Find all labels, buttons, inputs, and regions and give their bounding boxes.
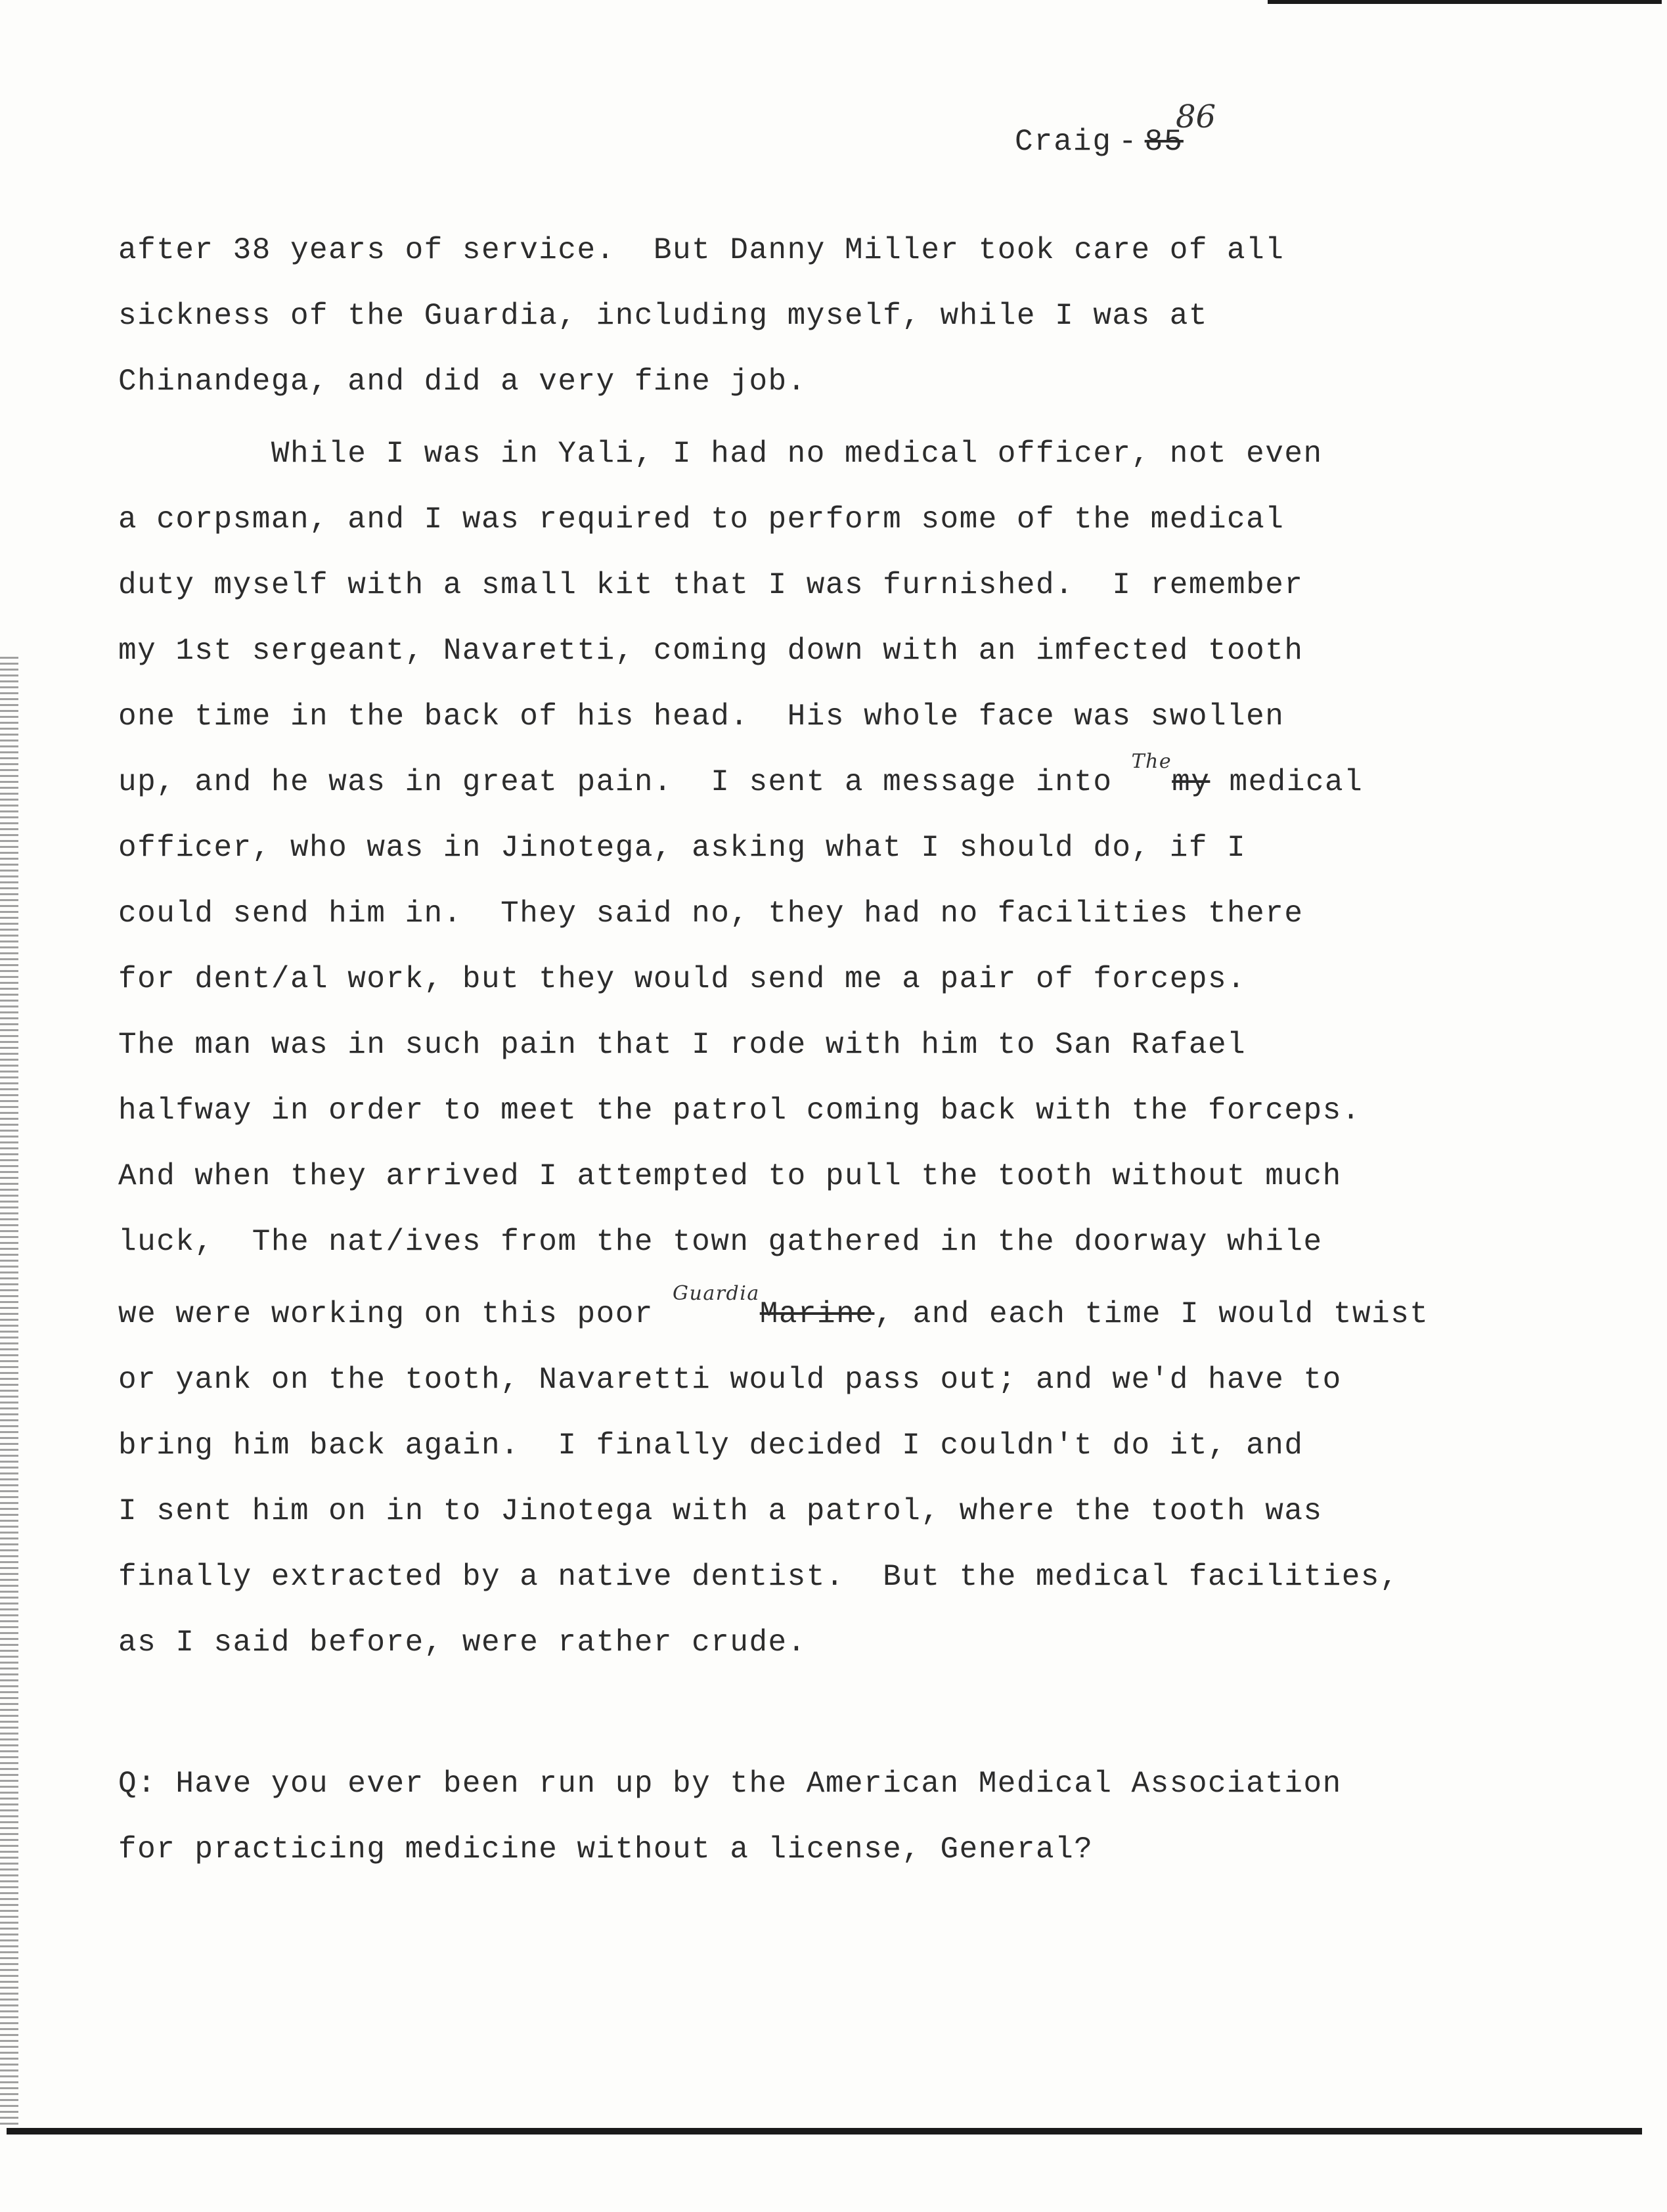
text-line: The man was in such pain that I rode with him to San Rafael (118, 1028, 1247, 1062)
text-line: Chinandega, and did a very fine job. (118, 365, 807, 399)
text-line: While I was in Yali, I had no medical officer, not even (118, 437, 1323, 471)
text-line: bring him back again. I finally decided I couldn't do it, and (118, 1428, 1304, 1463)
text-line: luck, The nat/ives from the town gathered in the doorway while (118, 1225, 1323, 1259)
text-line-with-correction (118, 1282, 1429, 1331)
handwritten-insertion: Guardia (673, 1282, 760, 1305)
page-header (1015, 125, 1184, 159)
text-line: a corpsman, and I was required to perform some of the medical (118, 502, 1285, 537)
struck-word: my (1172, 765, 1211, 799)
line-text-before: we were working on this poor (118, 1297, 673, 1331)
text-line: after 38 years of service. But Danny Miller took care of all (118, 233, 1285, 267)
text-line: as I said before, were rather crude. (118, 1626, 807, 1660)
scan-edge-noise (0, 657, 18, 2128)
question-line: Q: Have you ever been run up by the American Medical Association (118, 1767, 1342, 1801)
question-line: for practicing medicine without a license, General? (118, 1832, 1094, 1867)
text-line: finally extracted by a native dentist. But the medical facilities, (118, 1560, 1400, 1594)
text-line: for dent/al work, but they would send me a pair of forceps. (118, 962, 1247, 996)
text-line: duty myself with a small kit that I was furnished. I remember (118, 568, 1304, 602)
line-text-after: , and each time I would twist (874, 1297, 1429, 1331)
text-line: or yank on the tooth, Navaretti would pass out; and we'd have to (118, 1363, 1342, 1397)
line-text-after: medical (1210, 765, 1364, 799)
header-name: Craig (1015, 125, 1113, 159)
text-line: I sent him on in to Jinotega with a patrol, where the tooth was (118, 1494, 1323, 1528)
struck-page-number: 85 (1144, 125, 1184, 159)
text-line-with-correction (118, 750, 1364, 799)
top-edge-rule (1268, 0, 1662, 4)
text-line: sickness of the Guardia, including myself, while I was at (118, 299, 1208, 333)
struck-word: Marine (759, 1297, 875, 1331)
bottom-edge-rule (7, 2128, 1642, 2135)
text-line: my 1st sergeant, Navaretti, coming down with an imfected tooth (118, 634, 1304, 668)
text-line: And when they arrived I attempted to pull the tooth without much (118, 1159, 1342, 1193)
line-text-before: up, and he was in great pain. I sent a message into (118, 765, 1132, 799)
text-line: one time in the back of his head. His whole face was swollen (118, 699, 1285, 734)
handwritten-insertion: The (1131, 750, 1172, 773)
text-line: halfway in order to meet the patrol coming back with the forceps. (118, 1094, 1361, 1128)
handwritten-page-number: 86 (1176, 99, 1216, 135)
text-line: officer, who was in Jinotega, asking what I should do, if I (118, 831, 1247, 865)
text-line: could send him in. They said no, they had no facilities there (118, 896, 1304, 931)
header-separator: - (1119, 125, 1138, 159)
